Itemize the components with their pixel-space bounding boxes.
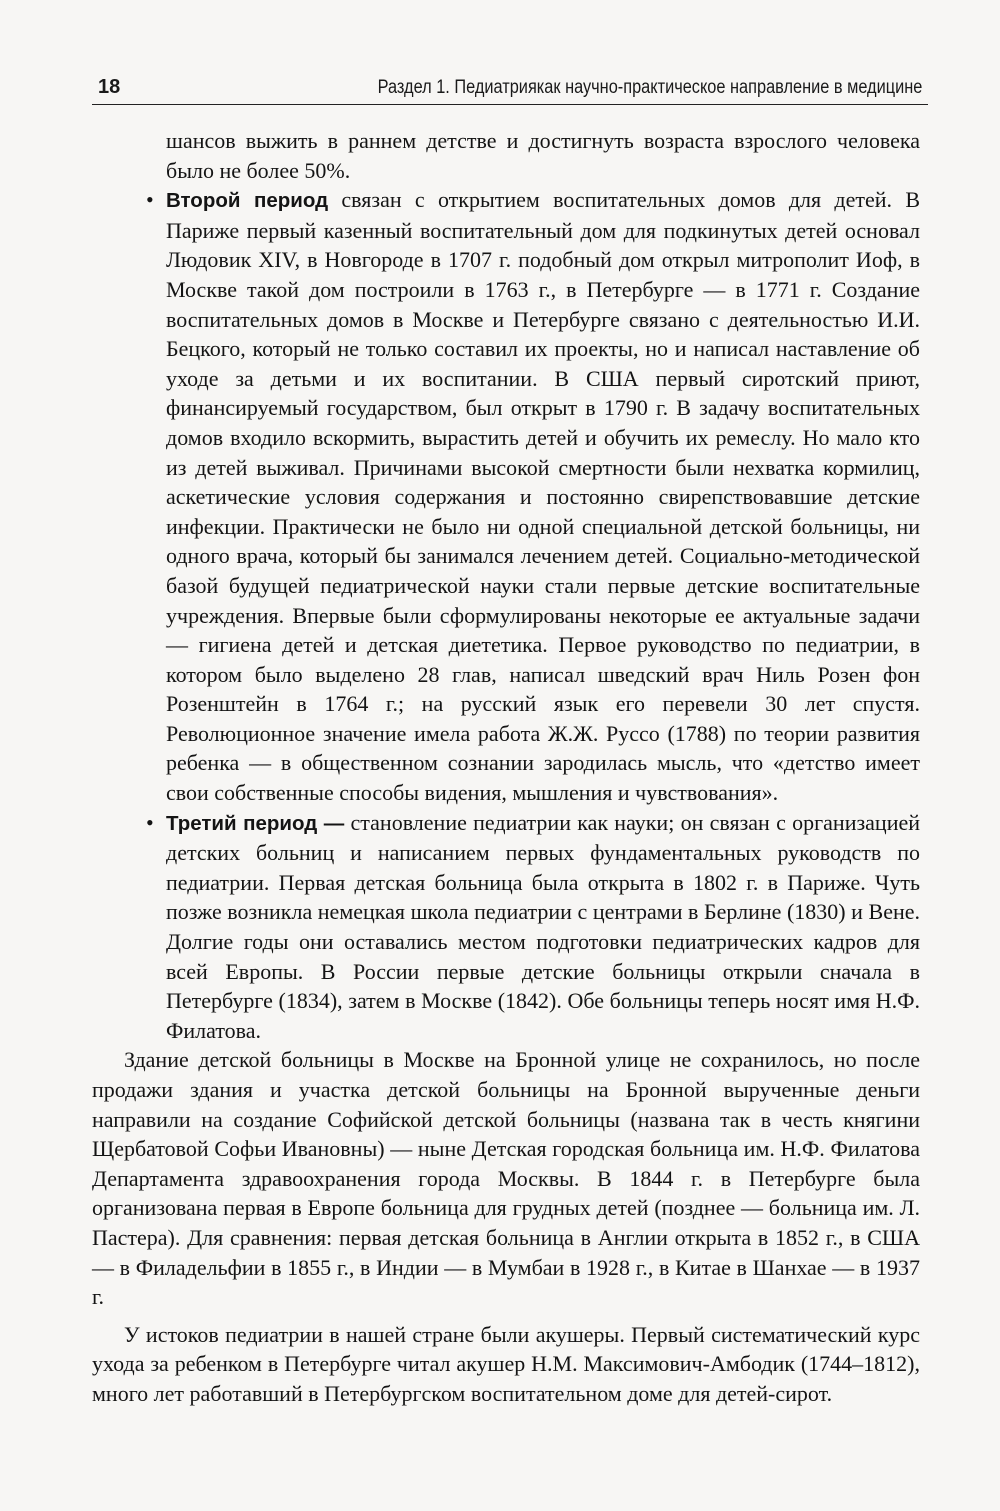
- periods-list: [92, 185, 920, 1045]
- list-item-third-period: [146, 808, 921, 1046]
- body-text: [92, 126, 920, 1409]
- list-item-second-period: [146, 185, 920, 807]
- continuation-paragraph: шансов выжить в раннем детстве и достигнуть возраста взрослого человека было не более 50%.: [166, 128, 920, 183]
- running-header: [92, 74, 928, 105]
- paragraph-obstetricians: У истоков педиатрии в нашей стране были акушеры. Первый систематический курс ухода за ребенком в Петербурге читал акушер Н.М. Максимович-Амбодик (1744–1812), много лет работавший в Петербургском воспитательном доме для детей-сирот.: [92, 1321, 920, 1406]
- paragraph-bronnaya-hospital: Здание детской больницы в Москве на Бронной улице не сохранилось, но после продажи здания и участка детской больницы на Бронной вырученные деньги направили на создание Софийской детской больницы (названа так в честь княгини Щербатовой Софьи Ивановны) — ныне Детская городская больница им. Н.Ф. Филатова Департамента здравоохранения города Москвы. В 1844 г. в Петербурге была организована первая в Европе больница для грудных детей (позднее — больница им. Л. Пастера). Для сравнения: первая детская больница в Англии открыта в 1852 г., в США — в Филадельфии в 1855 г., в Индии — в Мумбаи в 1928 г., в Китае в Шанхае — в 1937 г.: [92, 1047, 920, 1310]
- bullet-icon: •: [146, 187, 154, 213]
- third-period-text: становление педиатрии как науки; он связан с организацией детских больниц и написанием первых фундаментальных руководств по педиатрии. Первая детская больница была открыта в 1802 г. в Париже. Чуть позже возникла немецкая школа педиатрии с центрами в Берлине (1830) и Вене. Долгие годы они оставались местом подготовки педиатрических кадров для всей Европы. В России первые детские больницы открыли сначала в Петербурге (1834), затем в Москве (1842). Обе больницы теперь носят имя Н.Ф. Филатова.: [166, 809, 921, 1043]
- third-period-heading: Третий период —: [166, 811, 345, 835]
- bullet-icon: •: [146, 809, 154, 835]
- second-period-text: связан с открытием воспитательных домов для детей. В Париже первый казенный воспитательный дом для подкинутых детей основал Людовик XIV, в Новгороде в 1707 г. подобный дом открыл митрополит Иоф, в Москве такой дом построили в 1763 г., в Петербурге — в 1771 г. Создание воспитательных домов в Москве и Петербурге связано с деятельностью И.И. Бецкого, который не только составил их проекты, но и написал наставление об уходе за детьми и их воспитании. В США первый сиротский приют, финансируемый государством, был открыт в 1790 г. В задачу воспитательных домов входило вскормить, вырастить детей и обучить их ремеслу. Но мало кто из детей выживал. Причинами высокой смертности были нехватка кормилиц, аскетические условия содержания и постоянно свирепствовавшие детские инфекции. Практически не было ни одной специальной детской больницы, ни одного врача, который бы занимался лечением детей. Социально-методической базой будущей педиатрической науки стали первые детские воспитательные учреждения. Впервые были сформулированы некоторые ее актуальные задачи — гигиена детей и детская диететика. Первое руководство по педиатрии, в котором было выделено 28 глав, написал шведский врач Ниль Розен фон Розенштейн в 1764 г.; на русский язык его перевели 30 лет спустя. Революционное значение имела работа Ж.Ж. Руссо (1788) по теории развития ребенка — в общественном сознании зародилась мысль, что «детство имеет свои собственные способы видения, мышления и чувствования».: [166, 187, 920, 806]
- second-period-heading: Второй период: [166, 189, 329, 213]
- page-number: 18: [98, 76, 121, 98]
- section-title: Раздел 1. Педиатриякак научно-практическое направление в медицине: [377, 77, 922, 98]
